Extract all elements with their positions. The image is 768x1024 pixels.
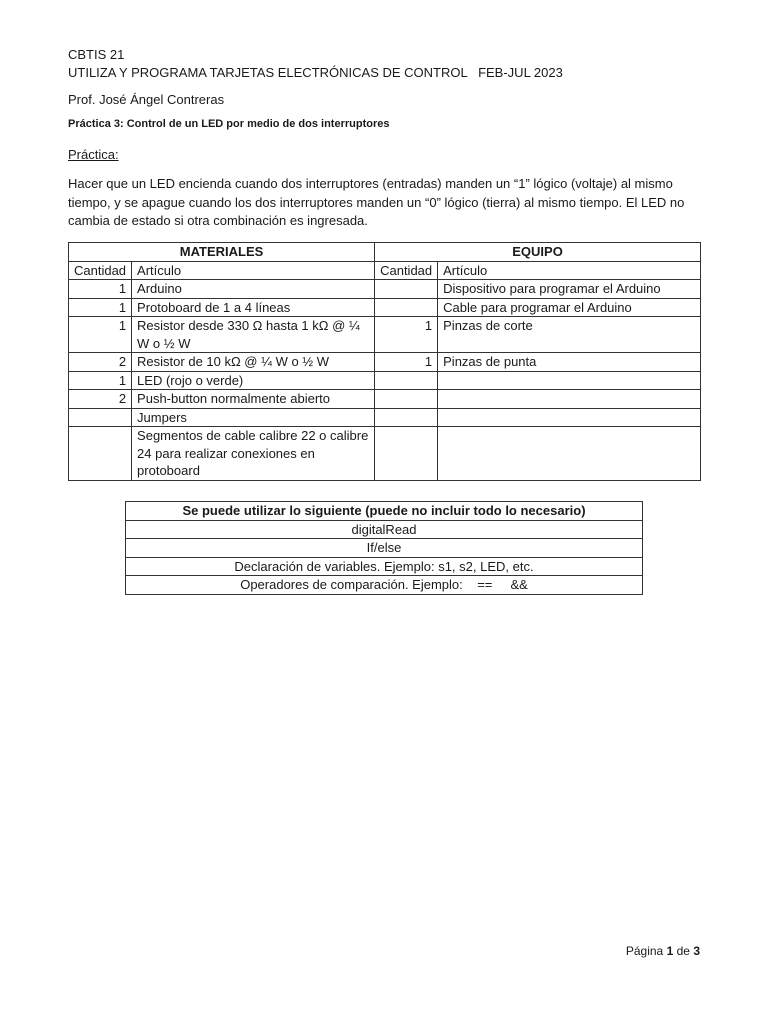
table-row <box>69 298 701 317</box>
practice-description <box>68 175 708 231</box>
table-cell: 2 <box>69 353 132 372</box>
table-cell: Dispositivo para programar el Arduino <box>438 280 701 299</box>
table-row <box>69 280 701 299</box>
table-cell: Operadores de comparación. Ejemplo: == && <box>126 576 643 595</box>
table-cell <box>375 427 438 481</box>
table-cell <box>375 371 438 390</box>
table-section-row <box>69 243 701 262</box>
table-cell <box>375 280 438 299</box>
paragraph-line: Hacer que un LED encienda cuando dos interruptores (entradas) manden un “1” lógico (voltaje) al mismo <box>68 176 673 191</box>
table-cell: Segmentos de cable calibre 22 o calibre 24 para realizar conexiones en protoboard <box>132 427 375 481</box>
allowed-functions-table <box>125 501 643 595</box>
table-cell <box>69 427 132 481</box>
table-cell: Pinzas de corte <box>438 317 701 353</box>
materials-equipment-table <box>68 242 701 481</box>
table-row <box>126 539 643 558</box>
table-cell <box>438 408 701 427</box>
paragraph-line: tiempo, y se apague cuando los dos interruptores manden un “0” lógico (tierra) al mismo tiempo. El LED no <box>68 194 685 210</box>
table-cell <box>375 298 438 317</box>
table-cell: 1 <box>375 353 438 372</box>
table-row <box>126 557 643 576</box>
table-cell: Resistor desde 330 Ω hasta 1 kΩ @ ¼ W o ½ W <box>132 317 375 353</box>
table-cell: Jumpers <box>132 408 375 427</box>
page-number <box>626 944 700 958</box>
table-row <box>69 390 701 409</box>
table-cell: Arduino <box>132 280 375 299</box>
table-header-row <box>69 261 701 280</box>
practice-label: Práctica: <box>68 147 119 162</box>
table-header-row <box>126 502 643 521</box>
equipment-heading: EQUIPO <box>375 243 701 262</box>
table-cell: Declaración de variables. Ejemplo: s1, s2, LED, etc. <box>126 557 643 576</box>
school-name: CBTIS 21 <box>68 47 125 62</box>
table-cell <box>438 427 701 481</box>
table-cell: If/else <box>126 539 643 558</box>
column-header: Cantidad <box>69 261 132 280</box>
table-row <box>126 576 643 595</box>
table-cell <box>438 371 701 390</box>
table-cell <box>375 390 438 409</box>
materials-heading: MATERIALES <box>69 243 375 262</box>
table-cell: Pinzas de punta <box>438 353 701 372</box>
table-row <box>69 371 701 390</box>
table-cell: LED (rojo o verde) <box>132 371 375 390</box>
table-cell <box>69 408 132 427</box>
table-row <box>69 317 701 353</box>
table-cell: Resistor de 10 kΩ @ ¼ W o ½ W <box>132 353 375 372</box>
table-cell: digitalRead <box>126 520 643 539</box>
table-cell: 2 <box>69 390 132 409</box>
page-word: Página <box>625 944 664 958</box>
table-cell <box>438 390 701 409</box>
professor-name: Prof. José Ángel Contreras <box>68 92 225 107</box>
table-cell: 1 <box>69 298 132 317</box>
table-cell: 1 <box>69 280 132 299</box>
table-row <box>69 427 701 481</box>
table-cell: 1 <box>69 371 132 390</box>
table-cell: 1 <box>375 317 438 353</box>
column-header: Artículo <box>438 261 701 280</box>
current-page: 1 <box>666 944 674 958</box>
table-cell <box>375 408 438 427</box>
total-pages: 3 <box>693 944 700 958</box>
course-title: UTILIZA Y PROGRAMA TARJETAS ELECTRÓNICAS DE CONTROL FEB-JUL 2023 <box>68 65 563 80</box>
table-cell: Push-button normalmente abierto <box>132 390 375 409</box>
column-header: Artículo <box>132 261 375 280</box>
table-cell: Cable para programar el Arduino <box>438 298 701 317</box>
table-row <box>69 408 701 427</box>
table-row <box>126 520 643 539</box>
functions-heading: Se puede utilizar lo siguiente (puede no incluir todo lo necesario) <box>126 502 643 521</box>
column-header: Cantidad <box>375 261 438 280</box>
table-cell: Protoboard de 1 a 4 líneas <box>132 298 375 317</box>
practice-title: Práctica 3: Control de un LED por medio de dos interruptores <box>68 118 390 130</box>
table-cell: 1 <box>69 317 132 353</box>
of-word: de <box>676 944 690 958</box>
table-row <box>69 353 701 372</box>
paragraph-line: cambia de estado si otra combinación es ingresada. <box>68 213 368 228</box>
